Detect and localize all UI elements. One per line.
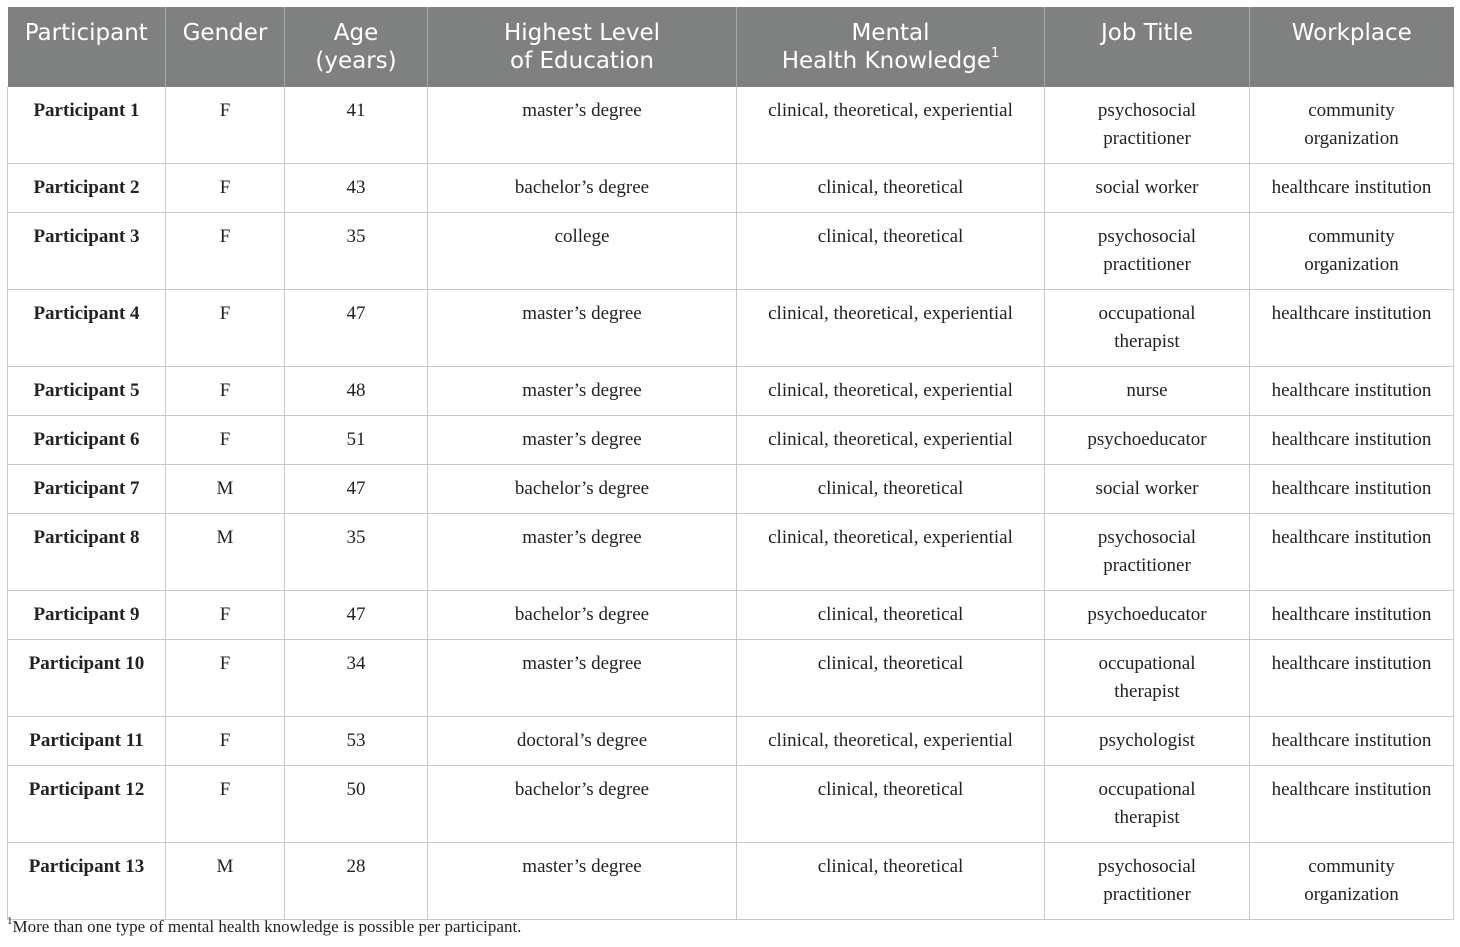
cell-workplace: healthcare institution <box>1250 290 1454 367</box>
table-row <box>8 416 1454 465</box>
cell-job-title: social worker <box>1045 164 1250 213</box>
table-row <box>8 640 1454 717</box>
cell-education: master’s degree <box>428 640 737 717</box>
cell-job-title: occupational therapist <box>1045 640 1250 717</box>
cell-job-title: psychosocial practitioner <box>1045 843 1250 920</box>
cell-job-title: psychosocial practitioner <box>1045 87 1250 164</box>
table-body <box>8 87 1454 920</box>
header-participant: Participant <box>8 7 166 87</box>
cell-mental-health-knowledge: clinical, theoretical, experiential <box>737 87 1045 164</box>
cell-participant: Participant 7 <box>8 465 166 514</box>
table-row <box>8 465 1454 514</box>
cell-education: bachelor’s degree <box>428 164 737 213</box>
cell-age: 48 <box>285 367 428 416</box>
table-row <box>8 213 1454 290</box>
cell-gender: F <box>166 290 285 367</box>
cell-workplace: community organization <box>1250 843 1454 920</box>
cell-education: master’s degree <box>428 514 737 591</box>
cell-workplace: healthcare institution <box>1250 416 1454 465</box>
cell-job-title: nurse <box>1045 367 1250 416</box>
cell-gender: F <box>166 766 285 843</box>
cell-age: 53 <box>285 717 428 766</box>
cell-age: 47 <box>285 465 428 514</box>
header-education: Highest Level of Education <box>428 7 737 87</box>
cell-job-title: psychologist <box>1045 717 1250 766</box>
cell-mental-health-knowledge: clinical, theoretical, experiential <box>737 717 1045 766</box>
cell-mental-health-knowledge: clinical, theoretical <box>737 164 1045 213</box>
cell-mental-health-knowledge: clinical, theoretical <box>737 591 1045 640</box>
cell-participant: Participant 1 <box>8 87 166 164</box>
cell-gender: F <box>166 164 285 213</box>
header-job-title: Job Title <box>1045 7 1250 87</box>
cell-workplace: healthcare institution <box>1250 640 1454 717</box>
header-row <box>8 7 1454 87</box>
cell-participant: Participant 4 <box>8 290 166 367</box>
table-row <box>8 766 1454 843</box>
cell-participant: Participant 2 <box>8 164 166 213</box>
table-footnote <box>7 915 521 939</box>
table-header <box>8 7 1454 87</box>
cell-participant: Participant 10 <box>8 640 166 717</box>
cell-job-title: psychosocial practitioner <box>1045 213 1250 290</box>
cell-education: college <box>428 213 737 290</box>
header-mental-health-knowledge: Mental Health Knowledge$^1$ <box>737 7 1045 87</box>
cell-gender: F <box>166 213 285 290</box>
cell-gender: F <box>166 416 285 465</box>
cell-age: 35 <box>285 213 428 290</box>
cell-participant: Participant 11 <box>8 717 166 766</box>
cell-mental-health-knowledge: clinical, theoretical, experiential <box>737 367 1045 416</box>
cell-participant: Participant 13 <box>8 843 166 920</box>
cell-mental-health-knowledge: clinical, theoretical <box>737 766 1045 843</box>
cell-gender: F <box>166 591 285 640</box>
cell-job-title: psychosocial practitioner <box>1045 514 1250 591</box>
cell-workplace: healthcare institution <box>1250 164 1454 213</box>
table-row <box>8 591 1454 640</box>
table-row <box>8 843 1454 920</box>
cell-workplace: healthcare institution <box>1250 591 1454 640</box>
cell-education: master’s degree <box>428 367 737 416</box>
cell-mental-health-knowledge: clinical, theoretical, experiential <box>737 290 1045 367</box>
cell-participant: Participant 6 <box>8 416 166 465</box>
cell-age: 50 <box>285 766 428 843</box>
table-row <box>8 514 1454 591</box>
cell-age: 28 <box>285 843 428 920</box>
participant-table-container <box>7 7 1453 920</box>
cell-job-title: occupational therapist <box>1045 766 1250 843</box>
cell-job-title: social worker <box>1045 465 1250 514</box>
table-row <box>8 87 1454 164</box>
cell-education: master’s degree <box>428 87 737 164</box>
cell-education: bachelor’s degree <box>428 465 737 514</box>
table-row <box>8 367 1454 416</box>
cell-mental-health-knowledge: clinical, theoretical <box>737 843 1045 920</box>
cell-mental-health-knowledge: clinical, theoretical, experiential <box>737 416 1045 465</box>
header-gender: Gender <box>166 7 285 87</box>
cell-gender: F <box>166 87 285 164</box>
cell-education: master’s degree <box>428 843 737 920</box>
cell-participant: Participant 5 <box>8 367 166 416</box>
cell-workplace: healthcare institution <box>1250 766 1454 843</box>
cell-job-title: psychoeducator <box>1045 591 1250 640</box>
cell-participant: Participant 3 <box>8 213 166 290</box>
cell-education: bachelor’s degree <box>428 591 737 640</box>
cell-age: 41 <box>285 87 428 164</box>
cell-gender: F <box>166 367 285 416</box>
cell-age: 51 <box>285 416 428 465</box>
cell-workplace: community organization <box>1250 87 1454 164</box>
cell-gender: F <box>166 640 285 717</box>
cell-education: master’s degree <box>428 290 737 367</box>
cell-workplace: healthcare institution <box>1250 514 1454 591</box>
cell-job-title: occupational therapist <box>1045 290 1250 367</box>
cell-workplace: healthcare institution <box>1250 367 1454 416</box>
cell-age: 47 <box>285 591 428 640</box>
cell-mental-health-knowledge: clinical, theoretical, experiential <box>737 514 1045 591</box>
footnote-text: More than one type of mental health knowledge is possible per participant. <box>12 917 522 936</box>
cell-education: master’s degree <box>428 416 737 465</box>
cell-gender: M <box>166 514 285 591</box>
cell-job-title: psychoeducator <box>1045 416 1250 465</box>
cell-workplace: healthcare institution <box>1250 717 1454 766</box>
cell-workplace: community organization <box>1250 213 1454 290</box>
cell-mental-health-knowledge: clinical, theoretical <box>737 465 1045 514</box>
cell-gender: M <box>166 843 285 920</box>
cell-age: 35 <box>285 514 428 591</box>
cell-gender: M <box>166 465 285 514</box>
table-row <box>8 164 1454 213</box>
cell-mental-health-knowledge: clinical, theoretical <box>737 213 1045 290</box>
table-row <box>8 717 1454 766</box>
cell-age: 34 <box>285 640 428 717</box>
cell-gender: F <box>166 717 285 766</box>
cell-participant: Participant 9 <box>8 591 166 640</box>
cell-education: doctoral’s degree <box>428 717 737 766</box>
cell-age: 47 <box>285 290 428 367</box>
cell-workplace: healthcare institution <box>1250 465 1454 514</box>
header-age: Age (years) <box>285 7 428 87</box>
participant-characteristics-table <box>7 7 1454 920</box>
header-footnote-marker: 1 <box>991 46 1000 62</box>
cell-education: bachelor’s degree <box>428 766 737 843</box>
footnote-marker: 1 <box>7 915 13 928</box>
cell-mental-health-knowledge: clinical, theoretical <box>737 640 1045 717</box>
header-workplace: Workplace <box>1250 7 1454 87</box>
cell-participant: Participant 8 <box>8 514 166 591</box>
cell-participant: Participant 12 <box>8 766 166 843</box>
table-row <box>8 290 1454 367</box>
cell-age: 43 <box>285 164 428 213</box>
